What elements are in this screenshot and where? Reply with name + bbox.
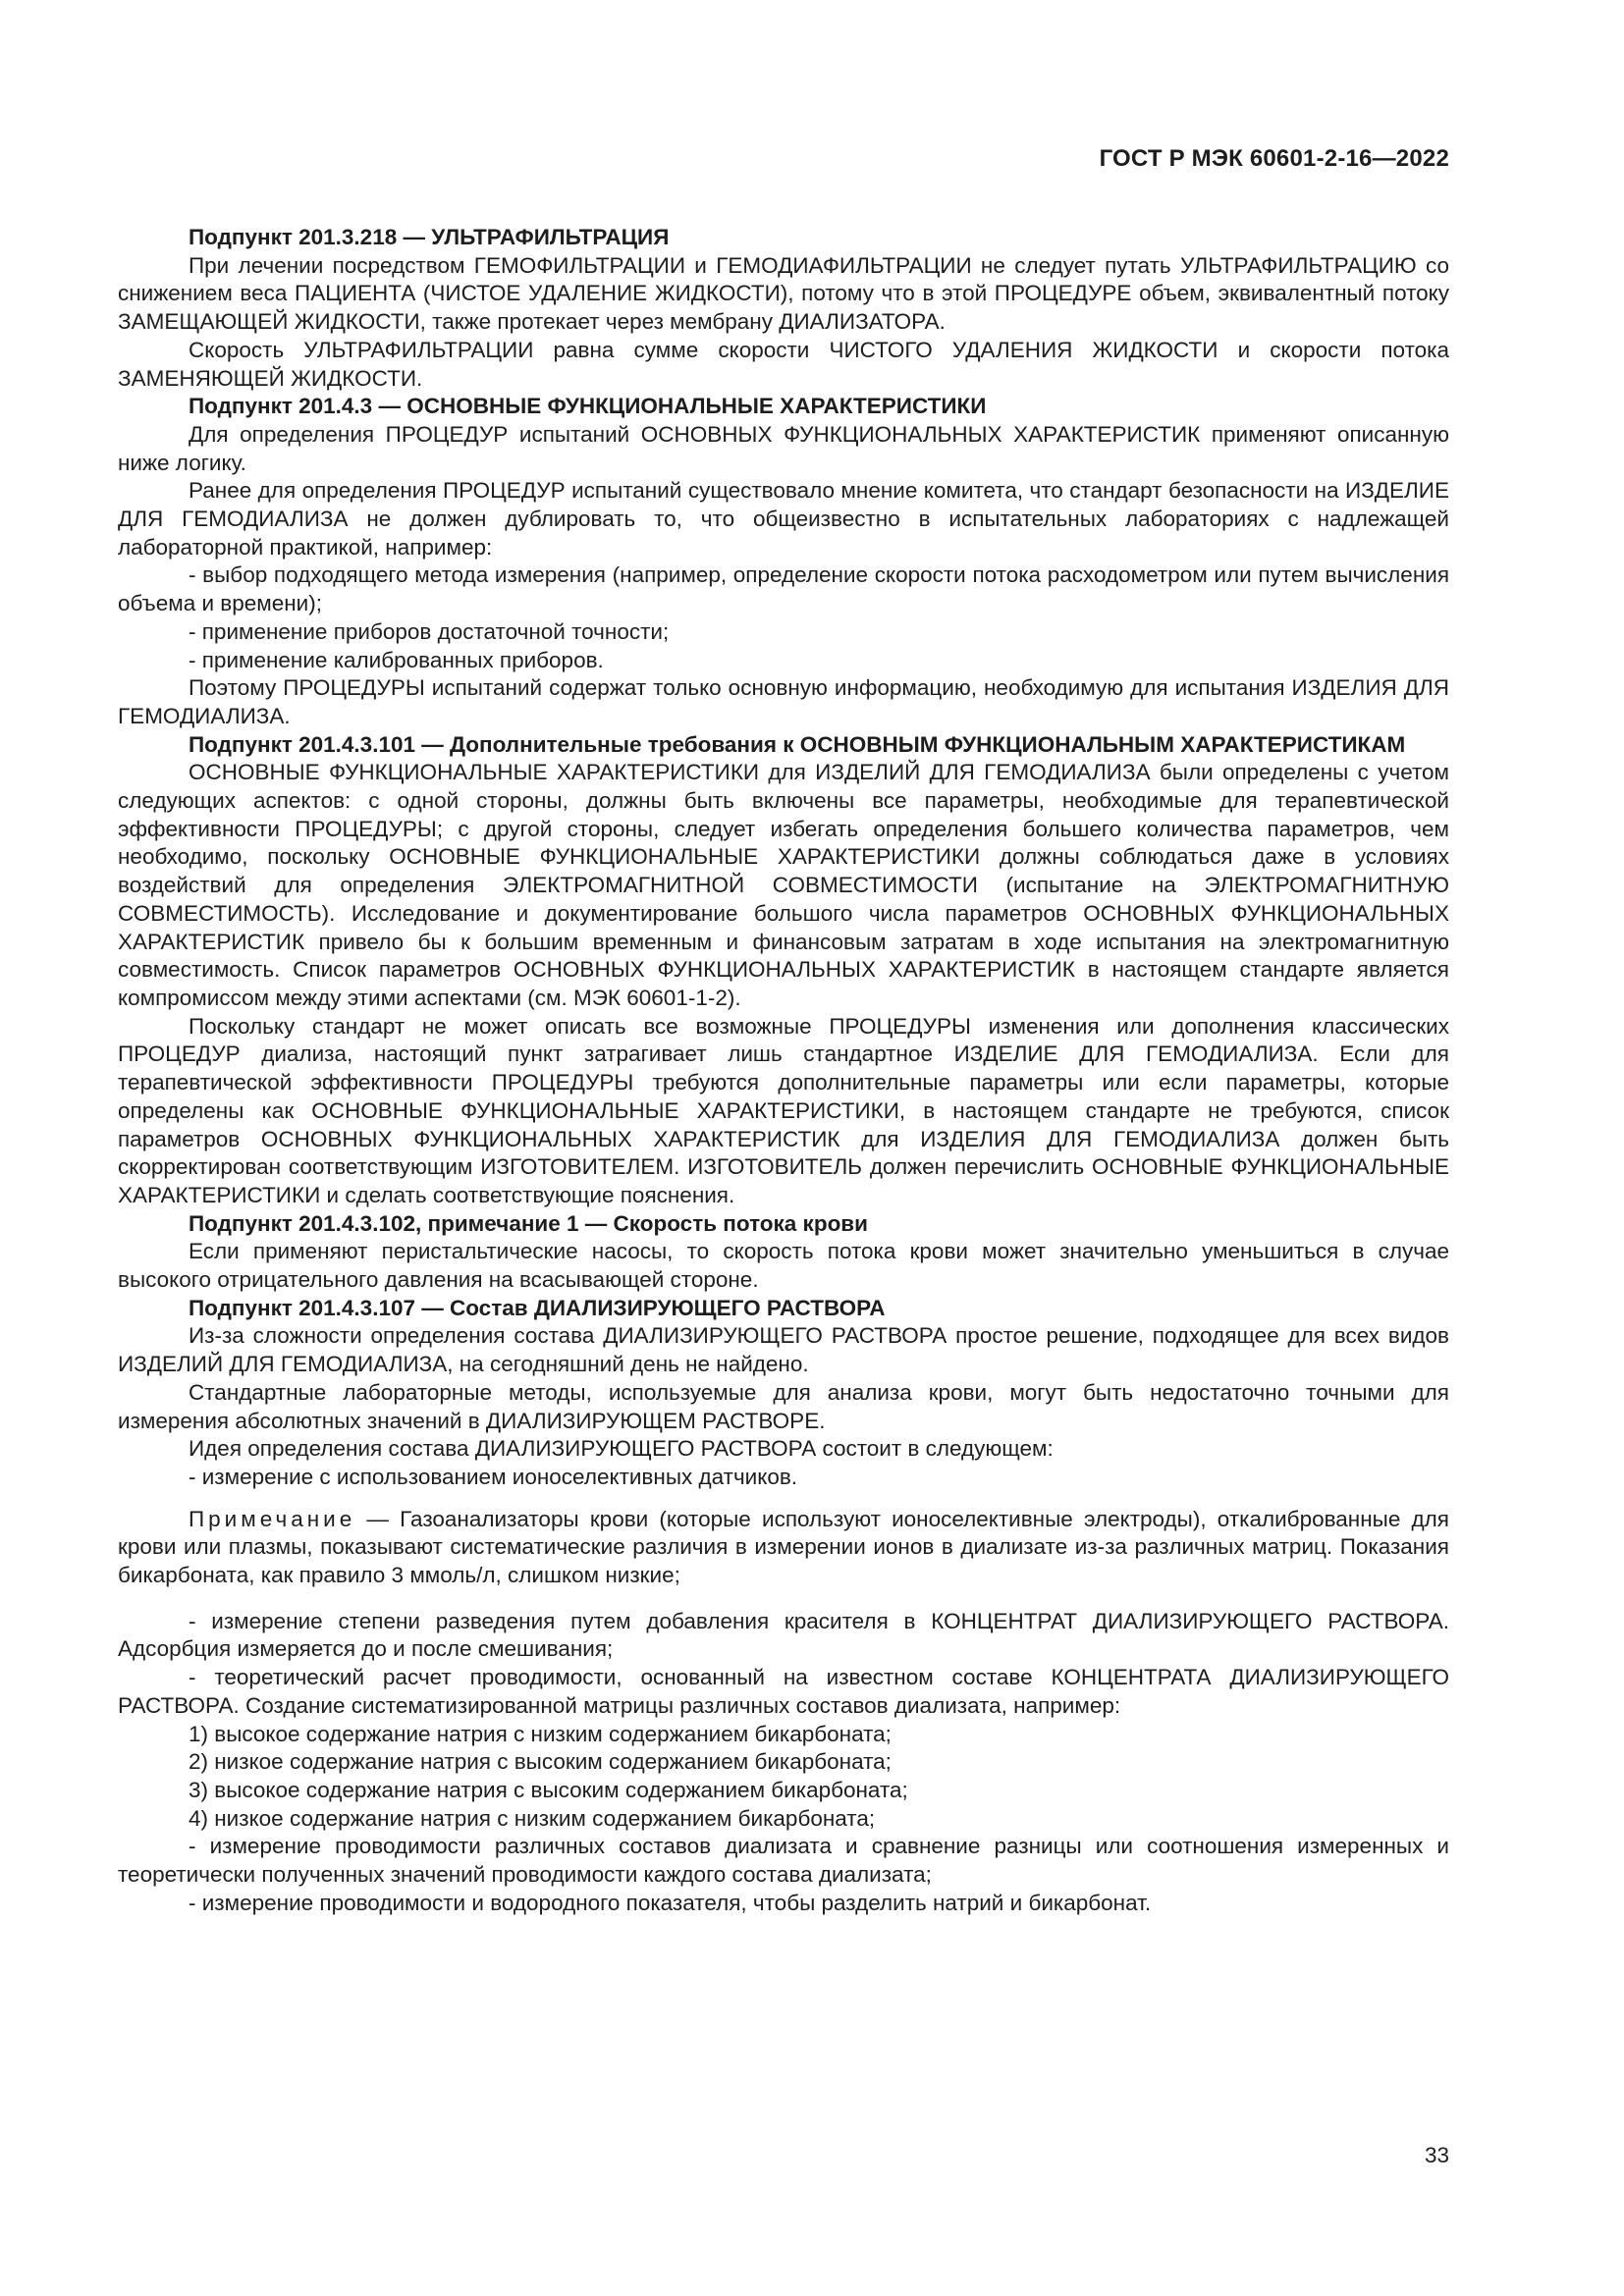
section-heading: Подпункт 201.4.3.102, примечание 1 — Скорость потока крови <box>189 1210 868 1236</box>
body-paragraph: 3) высокое содержание натрия с высоким содержанием бикарбоната; <box>189 1777 908 1802</box>
body-paragraph: Если применяют перистальтические насосы, то скорость потока крови может значительно уменьшиться в случае высокого отрицательного давления на всасывающей стороне. <box>118 1239 1449 1293</box>
section-heading: Подпункт 201.4.3.101 — Дополнительные требования к ОСНОВНЫМ ФУНКЦИОНАЛЬНЫМ ХАРАКТЕРИСТИКАМ <box>189 731 1406 757</box>
body-paragraph: - применение приборов достаточной точности; <box>189 618 670 644</box>
body-paragraph: 2) низкое содержание натрия с высоким содержанием бикарбоната; <box>189 1749 892 1775</box>
body-paragraph: - применение калиброванных приборов. <box>189 647 604 672</box>
body-paragraph: Из-за сложности определения состава ДИАЛИЗИРУЮЩЕГО РАСТВОРА простое решение, подходящее для всех видов ИЗДЕЛИЙ ДЛЯ ГЕМОДИАЛИЗА, на сегодняшний день не найдено. <box>118 1323 1449 1377</box>
section-heading: Подпункт 201.3.218 — УЛЬТРАФИЛЬТРАЦИЯ <box>189 225 670 249</box>
section-heading: Подпункт 201.4.3 — ОСНОВНЫЕ ФУНКЦИОНАЛЬНЫЕ ХАРАКТЕРИСТИКИ <box>189 394 987 419</box>
body-paragraph: - измерение проводимости и водородного показателя, чтобы разделить натрий и бикарбонат. <box>189 1890 1152 1915</box>
note-label: Примечание <box>189 1506 356 1531</box>
section-heading: Подпункт 201.4.3.107 — Состав ДИАЛИЗИРУЮЩЕГО РАСТВОРА <box>189 1295 886 1320</box>
page-number: 33 <box>1424 2143 1449 2167</box>
body-paragraph: - измерение с использованием ионоселективных датчиков. <box>189 1464 798 1489</box>
body-paragraph: - теоретический расчет проводимости, основанный на известном составе КОНЦЕНТРАТА ДИАЛИЗИРУЮЩЕГО РАСТВОРА. Создание систематизированной матрицы различных составов диализата, например: <box>118 1665 1449 1718</box>
body-paragraph: - выбор подходящего метода измерения (например, определение скорости потока расходометром или путем вычисления объема и времени); <box>118 562 1449 616</box>
body-paragraph: - измерение степени разведения путем добавления красителя в КОНЦЕНТРАТ ДИАЛИЗИРУЮЩЕГО РАСТВОРА. Адсорбция измеряется до и после смешивания; <box>118 1608 1449 1662</box>
body-paragraph: 1) высокое содержание натрия с низким содержанием бикарбоната; <box>189 1721 892 1746</box>
document-id-header: ГОСТ Р МЭК 60601-2-16—2022 <box>1099 145 1449 172</box>
body-paragraph: При лечении посредством ГЕМОФИЛЬТРАЦИИ и ГЕМОДИАФИЛЬТРАЦИИ не следует путать УЛЬТРАФИЛЬТРАЦИЮ со снижением веса ПАЦИЕНТА (ЧИСТОЕ УДАЛЕНИЕ ЖИДКОСТИ), потому что в этой ПРОЦЕДУРЕ объем, эквивалентный потоку ЗАМЕЩАЮЩЕЙ ЖИДКОСТИ, также протекает через мембрану ДИАЛИЗАТОРА. <box>118 252 1449 335</box>
body-paragraph: ОСНОВНЫЕ ФУНКЦИОНАЛЬНЫЕ ХАРАКТЕРИСТИКИ для ИЗДЕЛИЙ ДЛЯ ГЕМОДИАЛИЗА были определены с учетом следующих аспектов: с одной стороны, должны быть включены все параметры, необходимые для терапевтической эффективности ПРОЦЕДУРЫ; с другой стороны, следует избегать определения большего количества параметров, чем необходимо, поскольку ОСНОВНЫЕ ФУНКЦИОНАЛЬНЫЕ ХАРАКТЕРИСТИКИ должны соблюдаться даже в условиях воздействий для определения ЭЛЕКТРОМАГНИТНОЙ СОВМЕСТИМОСТИ (испытание на ЭЛЕКТРОМАГНИТНУЮ СОВМЕСТИМОСТЬ). Исследование и документирование большого числа параметров ОСНОВНЫХ ФУНКЦИОНАЛЬНЫХ ХАРАКТЕРИСТИК привело бы к большим временным и финансовым затратам в ходе испытания на электромагнитную совместимость. Список параметров ОСНОВНЫХ ФУНКЦИОНАЛЬНЫХ ХАРАКТЕРИСТИК в настоящем стандарте является компромиссом между этими аспектами (см. МЭК 60601-1-2). <box>118 760 1449 1010</box>
body-paragraph: Поскольку стандарт не может описать все возможные ПРОЦЕДУРЫ изменения или дополнения классических ПРОЦЕДУР диализа, настоящий пункт затрагивает лишь стандартное ИЗДЕЛИЕ ДЛЯ ГЕМОДИАЛИЗА. Если для терапевтической эффективности ПРОЦЕДУРЫ требуются дополнительные параметры или если параметры, которые определены как ОСНОВНЫЕ ФУНКЦИОНАЛЬНЫЕ ХАРАКТЕРИСТИКИ, в настоящем стандарте не требуются, список параметров ОСНОВНЫХ ФУНКЦИОНАЛЬНЫХ ХАРАКТЕРИСТИК для ИЗДЕЛИЯ ДЛЯ ГЕМОДИАЛИЗА должен быть скорректирован соответствующим ИЗГОТОВИТЕЛЕМ. ИЗГОТОВИТЕЛЬ должен перечислить ОСНОВНЫЕ ФУНКЦИОНАЛЬНЫЕ ХАРАКТЕРИСТИКИ и сделать соответствующие пояснения. <box>118 1013 1449 1207</box>
body-paragraph: Стандартные лабораторные методы, используемые для анализа крови, могут быть недостаточно точными для измерения абсолютных значений в ДИАЛИЗИРУЮЩЕМ РАСТВОРЕ. <box>118 1379 1449 1433</box>
note-paragraph <box>118 1506 1449 1590</box>
note-text: — Газоанализаторы крови (которые используют ионоселективные электроды), откалиброванные для крови или плазмы, показывают систематические различия в измерении ионов в диализате из-за различных матриц. Показания бикарбоната, как правило 3 ммоль/л, слишком низкие; <box>118 1506 1449 1588</box>
body-paragraph: Идея определения состава ДИАЛИЗИРУЮЩЕГО РАСТВОРА состоит в следующем: <box>189 1436 1054 1462</box>
body-paragraph: Ранее для определения ПРОЦЕДУР испытаний существовало мнение комитета, что стандарт безопасности на ИЗДЕЛИЕ ДЛЯ ГЕМОДИАЛИЗА не должен дублировать то, что общеизвестно в испытательных лабораториях с надлежащей лабораторной практикой, например: <box>118 478 1449 560</box>
document-body <box>118 224 1449 1917</box>
body-paragraph: Поэтому ПРОЦЕДУРЫ испытаний содержат только основную информацию, необходимую для испытания ИЗДЕЛИЯ ДЛЯ ГЕМОДИАЛИЗА. <box>118 675 1449 728</box>
body-paragraph: 4) низкое содержание натрия с низким содержанием бикарбоната; <box>189 1805 876 1831</box>
body-paragraph: - измерение проводимости различных составов диализата и сравнение разницы или соотношения измеренных и теоретически полученных значений проводимости каждого состава диализата; <box>118 1834 1449 1888</box>
body-paragraph: Скорость УЛЬТРАФИЛЬТРАЦИИ равна сумме скорости ЧИСТОГО УДАЛЕНИЯ ЖИДКОСТИ и скорости потока ЗАМЕНЯЮЩЕЙ ЖИДКОСТИ. <box>118 337 1449 391</box>
body-paragraph: Для определения ПРОЦЕДУР испытаний ОСНОВНЫХ ФУНКЦИОНАЛЬНЫХ ХАРАКТЕРИСТИК применяют описанную ниже логику. <box>118 421 1449 475</box>
